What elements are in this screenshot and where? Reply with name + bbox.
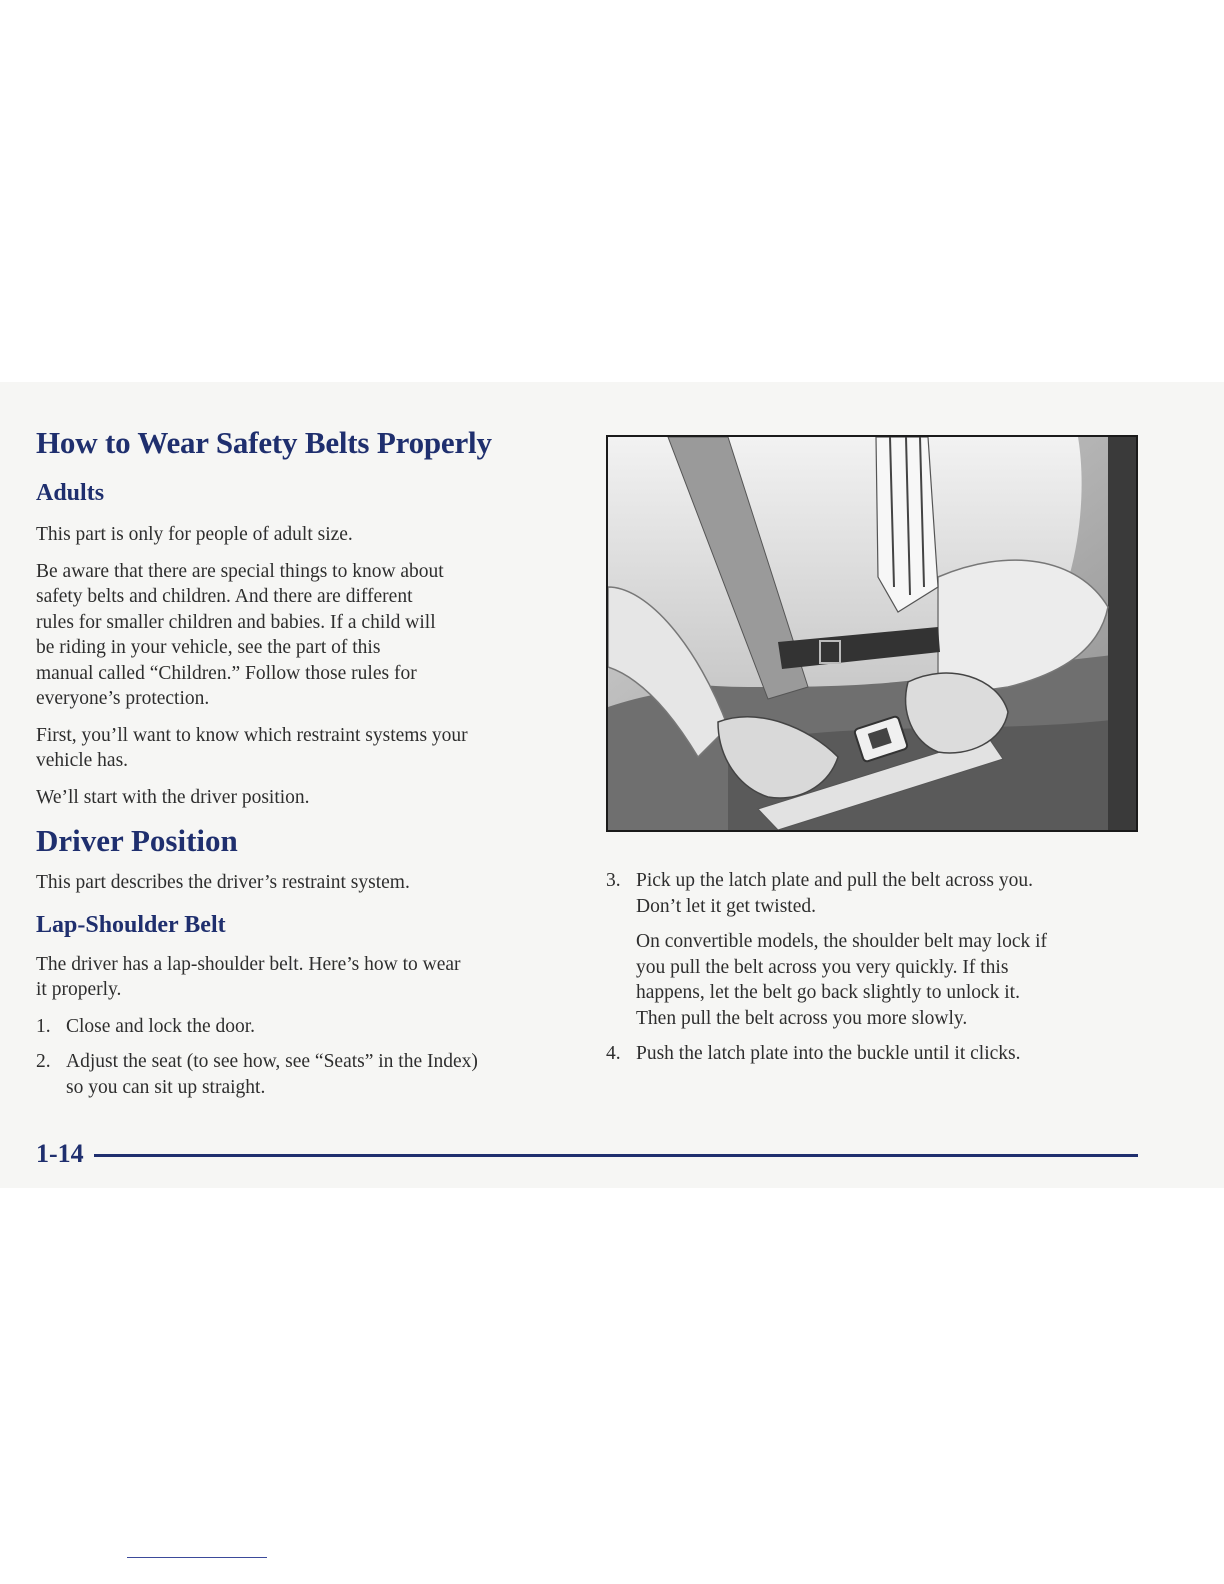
- step-4: [606, 1041, 1146, 1067]
- step-2: [36, 1049, 564, 1100]
- text-line: it properly.: [36, 979, 122, 1000]
- adults-paragraph-2: [36, 559, 564, 712]
- text-line: safety belts and children. And there are different: [36, 586, 413, 607]
- page-number: 1-14: [36, 1139, 84, 1168]
- step-3-note: [606, 929, 1146, 1031]
- text-line: The driver has a lap-shoulder belt. Here’s how to wear: [36, 953, 461, 975]
- adults-heading: Adults: [36, 480, 105, 506]
- right-column: [606, 868, 1146, 1067]
- step-3: [606, 868, 1146, 919]
- text-line: Then pull the belt across you more slowly.: [636, 1007, 968, 1029]
- text-line: First, you’ll want to know which restraint systems your: [36, 724, 468, 746]
- text-line: manual called “Children.” Follow those rules for: [36, 662, 417, 684]
- text-line: On convertible models, the shoulder belt may lock if: [636, 931, 1048, 952]
- page-title: How to Wear Safety Belts Properly: [36, 425, 492, 460]
- seat-belt-illustration: [606, 435, 1138, 832]
- lap-shoulder-heading: Lap-Shoulder Belt: [36, 911, 226, 938]
- text-line: everyone’s protection.: [36, 688, 210, 709]
- left-column: [36, 424, 564, 1100]
- text-line: happens, let the belt go back slightly to unlock it.: [636, 982, 1020, 1003]
- latch-plate-illustration-icon: [608, 437, 1136, 830]
- text-line: you pull the belt across you very quickly. If this: [636, 956, 1009, 978]
- text-line: Be aware that there are special things to know about: [36, 560, 444, 582]
- adults-paragraph-1: This part is only for people of adult size.: [36, 524, 353, 545]
- text-line: Don’t let it get twisted.: [636, 895, 816, 917]
- driver-position-paragraph: This part describes the driver’s restraint system.: [36, 872, 410, 893]
- text-line: Pick up the latch plate and pull the belt across you.: [636, 870, 1033, 891]
- step-number: 4.: [606, 1043, 621, 1064]
- lap-shoulder-paragraph: [36, 952, 564, 1003]
- step-number: 3.: [606, 870, 621, 891]
- step-text: Push the latch plate into the buckle until it clicks.: [636, 1043, 1021, 1064]
- text-line: so you can sit up straight.: [66, 1076, 266, 1098]
- step-1: [36, 1014, 564, 1040]
- text-line: rules for smaller children and babies. If a child will: [36, 611, 436, 633]
- driver-position-heading: Driver Position: [36, 823, 238, 858]
- step-text: Close and lock the door.: [66, 1015, 256, 1037]
- text-line: be riding in your vehicle, see the part of this: [36, 637, 381, 658]
- adults-paragraph-3: [36, 723, 564, 774]
- footer-rule: [94, 1154, 1138, 1157]
- text-line: vehicle has.: [36, 750, 129, 771]
- adults-paragraph-4: We’ll start with the driver position.: [36, 786, 310, 808]
- text-line: Adjust the seat (to see how, see “Seats” in the Index): [66, 1051, 478, 1072]
- divider: [127, 1557, 267, 1558]
- step-number: 1.: [36, 1015, 51, 1037]
- step-number: 2.: [36, 1051, 51, 1072]
